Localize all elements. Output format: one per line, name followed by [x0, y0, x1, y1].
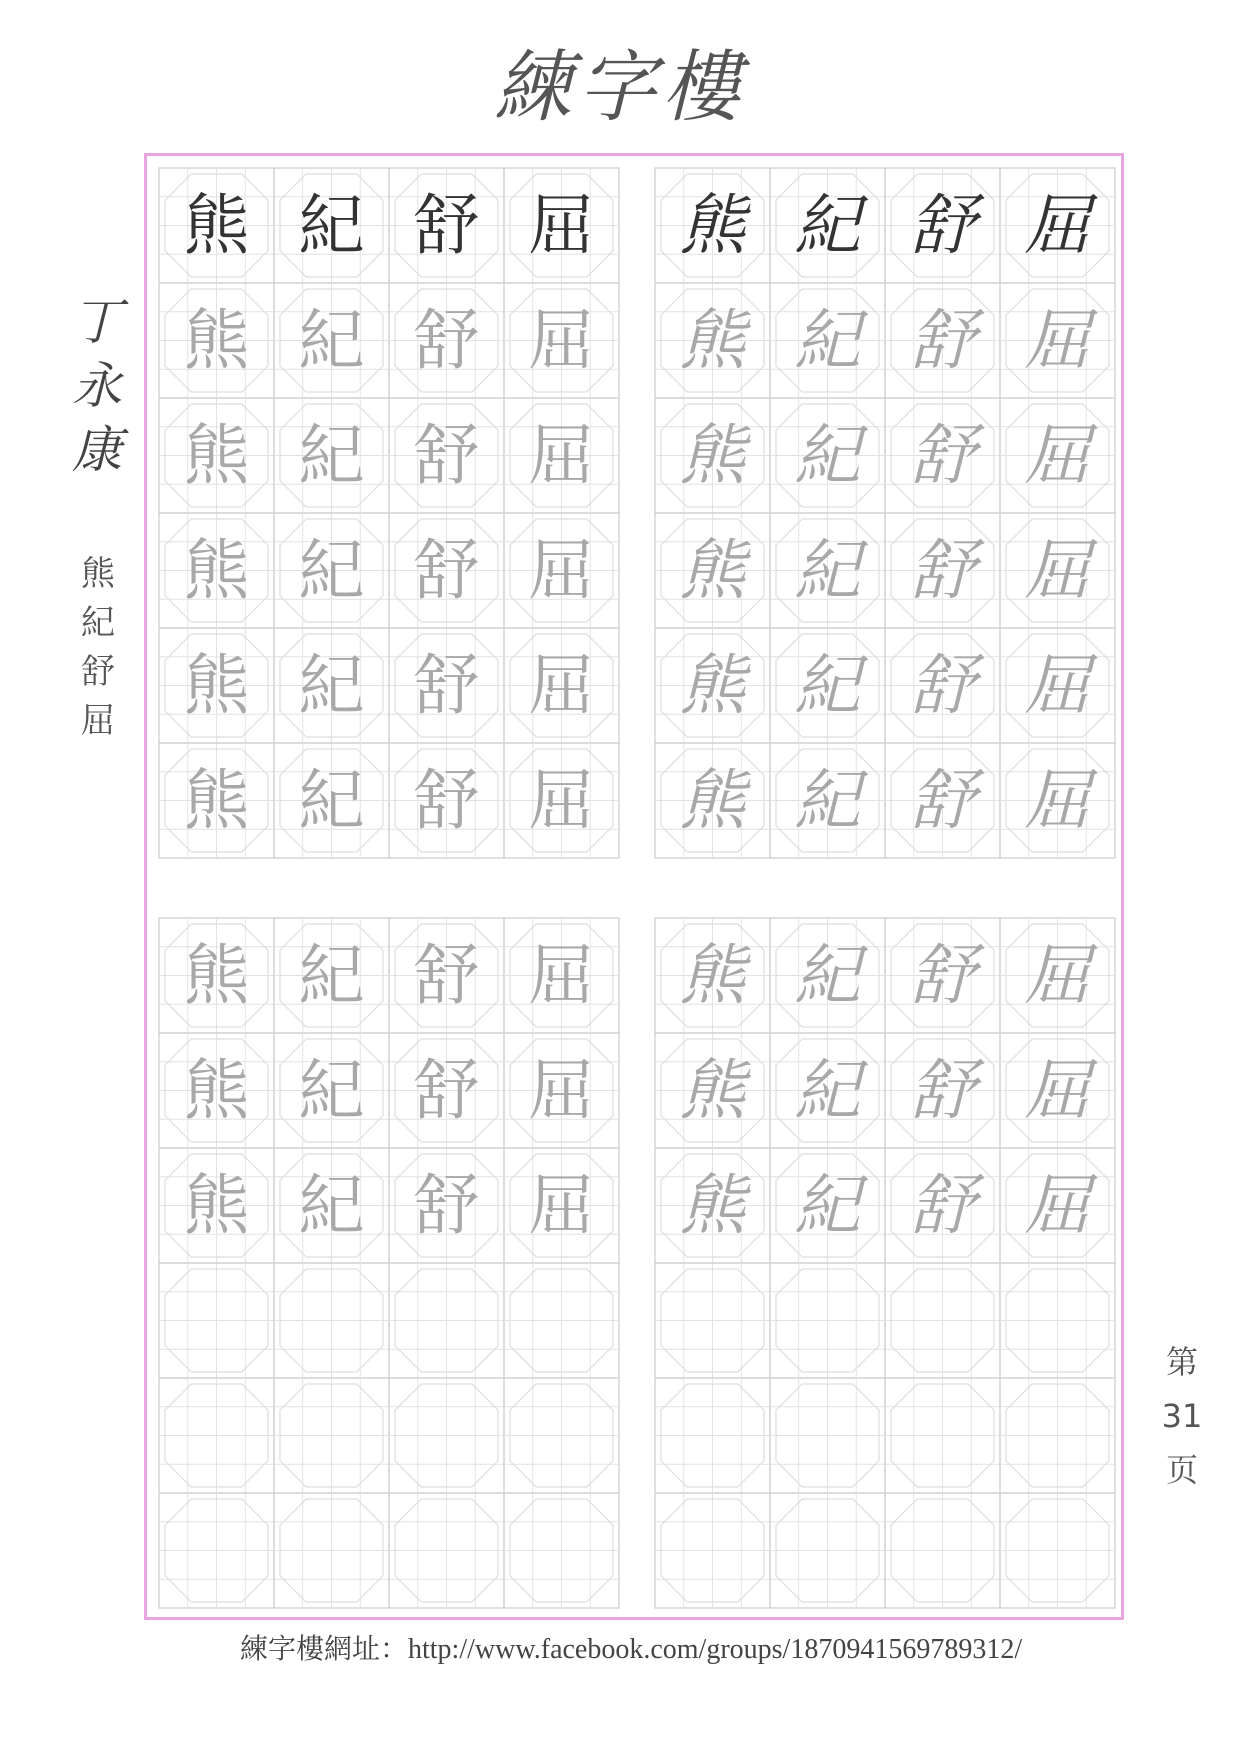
- practice-character: 舒: [413, 762, 480, 839]
- practice-character: 屈: [528, 302, 595, 379]
- practice-character: 熊: [183, 647, 250, 724]
- page-number-suffix: 页: [1165, 1451, 1198, 1489]
- practice-character: 熊: [679, 302, 746, 379]
- practice-character: 紀: [298, 532, 365, 609]
- character-list-item: 熊: [81, 554, 115, 594]
- practice-character: 紀: [794, 1052, 861, 1129]
- practice-character: 屈: [1024, 417, 1091, 494]
- practice-character: 屈: [1024, 532, 1091, 609]
- practice-character: 舒: [909, 417, 976, 494]
- practice-character: 舒: [413, 647, 480, 724]
- practice-character: 熊: [183, 1167, 250, 1244]
- practice-character: 屈: [1024, 302, 1091, 379]
- practice-character: 熊: [679, 187, 746, 264]
- practice-character: 熊: [183, 762, 250, 839]
- grid-cell: [770, 1263, 885, 1378]
- practice-character: 紀: [298, 417, 365, 494]
- practice-block-bottom-right: [655, 918, 1115, 1608]
- practice-character: 屈: [1024, 1052, 1091, 1129]
- practice-character: 熊: [183, 1052, 250, 1129]
- practice-character: 熊: [679, 762, 746, 839]
- practice-character: 舒: [909, 1052, 976, 1129]
- character-list: [72, 550, 124, 746]
- grid-cell: [885, 1493, 1000, 1608]
- grid-cell: [1000, 1263, 1115, 1378]
- practice-character: 紀: [794, 762, 861, 839]
- practice-character: 熊: [679, 647, 746, 724]
- practice-character: 熊: [679, 1052, 746, 1129]
- practice-character: 屈: [528, 417, 595, 494]
- grid-cell: [770, 1378, 885, 1493]
- practice-character: 紀: [794, 417, 861, 494]
- grid-cell: [389, 1263, 504, 1378]
- practice-character: 屈: [1024, 647, 1091, 724]
- practice-character: 屈: [528, 1052, 595, 1129]
- practice-character: 紀: [298, 302, 365, 379]
- practice-character: 屈: [528, 532, 595, 609]
- grid-cell: [504, 1263, 619, 1378]
- practice-character: 舒: [413, 1167, 480, 1244]
- grid-cell: [504, 1378, 619, 1493]
- grid-cell: [655, 1493, 770, 1608]
- practice-character: 舒: [909, 532, 976, 609]
- practice-character: 舒: [413, 937, 480, 1014]
- practice-block-bottom-left: [159, 918, 619, 1608]
- practice-character: 屈: [528, 187, 595, 264]
- practice-character: 熊: [183, 937, 250, 1014]
- practice-character: 熊: [183, 417, 250, 494]
- practice-character: 熊: [183, 187, 250, 264]
- practice-character: 屈: [1024, 762, 1091, 839]
- practice-character: 紀: [794, 1167, 861, 1244]
- practice-character: 屈: [528, 1167, 595, 1244]
- practice-character: 紀: [794, 532, 861, 609]
- practice-character: 紀: [794, 647, 861, 724]
- character-list-item: 紀: [81, 603, 115, 643]
- practice-character: 熊: [679, 417, 746, 494]
- practice-character: 舒: [909, 937, 976, 1014]
- practice-block-top-right: [655, 168, 1115, 858]
- practice-character: 舒: [413, 532, 480, 609]
- practice-character: 舒: [909, 1167, 976, 1244]
- author-signature: [52, 290, 142, 482]
- grid-cell: [389, 1493, 504, 1608]
- practice-character: 舒: [909, 187, 976, 264]
- practice-character: 舒: [909, 647, 976, 724]
- grid-cell: [885, 1378, 1000, 1493]
- practice-character: 紀: [794, 302, 861, 379]
- practice-character: 屈: [528, 762, 595, 839]
- practice-character: 熊: [679, 532, 746, 609]
- grid-cell: [274, 1263, 389, 1378]
- website-footer: 練字樓網址：http://www.facebook.com/groups/1870941569789312/: [240, 1634, 1023, 1665]
- character-list-item: 舒: [81, 652, 115, 692]
- practice-character: 紀: [794, 937, 861, 1014]
- practice-character: 屈: [1024, 187, 1091, 264]
- grid-cell: [1000, 1493, 1115, 1608]
- author-char-2: 永: [72, 357, 122, 415]
- grid-cell: [885, 1263, 1000, 1378]
- grid-cell: [770, 1493, 885, 1608]
- grid-cell: [159, 1378, 274, 1493]
- practice-character: 屈: [1024, 1167, 1091, 1244]
- practice-character: 舒: [413, 302, 480, 379]
- grid-cell: [1000, 1378, 1115, 1493]
- practice-character: 屈: [1024, 937, 1091, 1014]
- page-number-prefix: 第: [1165, 1343, 1198, 1381]
- grid-cell: [504, 1493, 619, 1608]
- practice-character: 舒: [413, 1052, 480, 1129]
- practice-block-top-left: [159, 168, 619, 858]
- practice-character: 紀: [298, 1167, 365, 1244]
- author-char-3: 康: [72, 421, 122, 479]
- practice-character: 屈: [528, 937, 595, 1014]
- practice-character: 熊: [679, 1167, 746, 1244]
- grid-cell: [274, 1493, 389, 1608]
- grid-cell: [655, 1263, 770, 1378]
- practice-character: 舒: [413, 417, 480, 494]
- practice-character: 熊: [183, 302, 250, 379]
- practice-character: 紀: [298, 762, 365, 839]
- practice-character: 舒: [909, 762, 976, 839]
- practice-character: 紀: [298, 937, 365, 1014]
- practice-character: 紀: [298, 647, 365, 724]
- grid-cell: [159, 1263, 274, 1378]
- practice-character: 紀: [298, 187, 365, 264]
- grid-cell: [655, 1378, 770, 1493]
- page-number: [1152, 1335, 1212, 1497]
- practice-character: 紀: [794, 187, 861, 264]
- practice-character: 屈: [528, 647, 595, 724]
- page-number-value: 31: [1161, 1397, 1203, 1435]
- grid-cell: [389, 1378, 504, 1493]
- practice-character: 舒: [909, 302, 976, 379]
- practice-character: 熊: [679, 937, 746, 1014]
- author-char-1: 丁: [72, 293, 122, 351]
- page-title: 練字樓: [493, 43, 746, 133]
- practice-character: 紀: [298, 1052, 365, 1129]
- character-list-item: 屈: [81, 701, 115, 741]
- grid-cell: [159, 1493, 274, 1608]
- grid-cell: [274, 1378, 389, 1493]
- practice-character: 舒: [413, 187, 480, 264]
- practice-character: 熊: [183, 532, 250, 609]
